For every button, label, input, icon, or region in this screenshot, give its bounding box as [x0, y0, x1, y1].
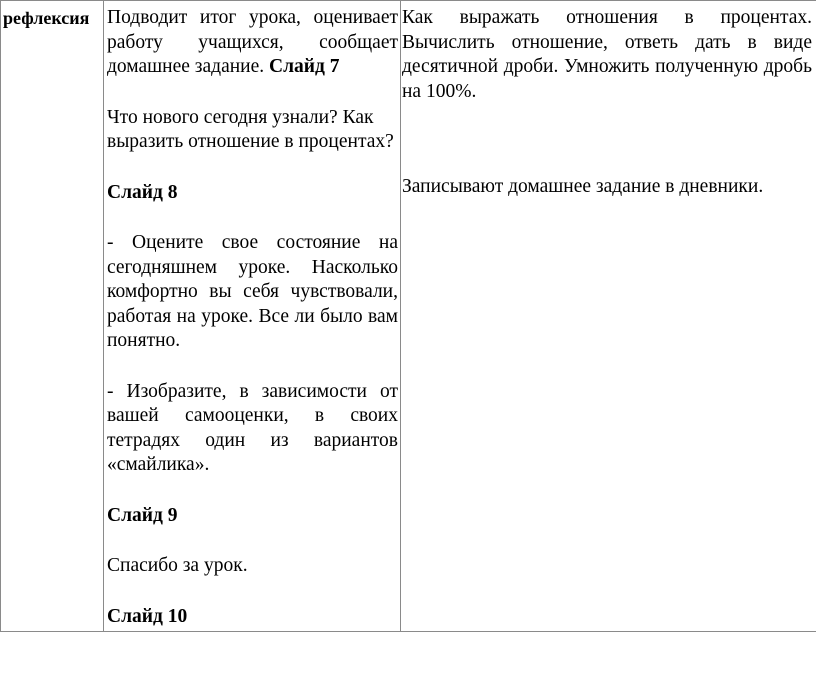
teacher-summary-paragraph — [107, 6, 398, 80]
smiley-paragraph: - Изобразите, в зависимости от вашей самооценки, в своих тетрадях один из вариантов «смайлика». — [107, 380, 398, 475]
self-assessment-paragraph: - Оцените свое состояние на сегодняшнем уроке. Насколько комфортно вы себя чувствовали, работая на уроке. Все ли было вам понятно. — [107, 232, 398, 351]
thanks-text: Спасибо за урок. — [107, 555, 248, 576]
students-activity-cell — [401, 1, 816, 632]
slide-7-label: Слайд 7 — [269, 56, 340, 77]
slide-8-label: Слайд 8 — [107, 181, 178, 203]
stage-cell — [1, 1, 104, 632]
stage-label: рефлексия — [3, 8, 90, 28]
teacher-activity-cell — [104, 1, 401, 632]
slide-9-label: Слайд 9 — [107, 504, 178, 526]
students-answer-paragraph: Как выражать отношения в процентах. Вычислить отношение, ответь дать в виде десятичной дроби. Умножить полученную дробь на 100%. — [402, 7, 812, 102]
students-homework-paragraph: Записывают домашнее задание в дневники. — [402, 176, 764, 197]
teacher-summary-text: Подводит итог урока, оценивает работу учащихся, сообщает домашнее задание. — [107, 7, 398, 77]
question-line: Что нового сегодня узнали? Как — [107, 106, 374, 128]
question-continuation: выразить отношение в процентах? — [107, 131, 394, 152]
slide-10-label: Слайд 10 — [107, 605, 188, 627]
table-row — [1, 1, 816, 632]
